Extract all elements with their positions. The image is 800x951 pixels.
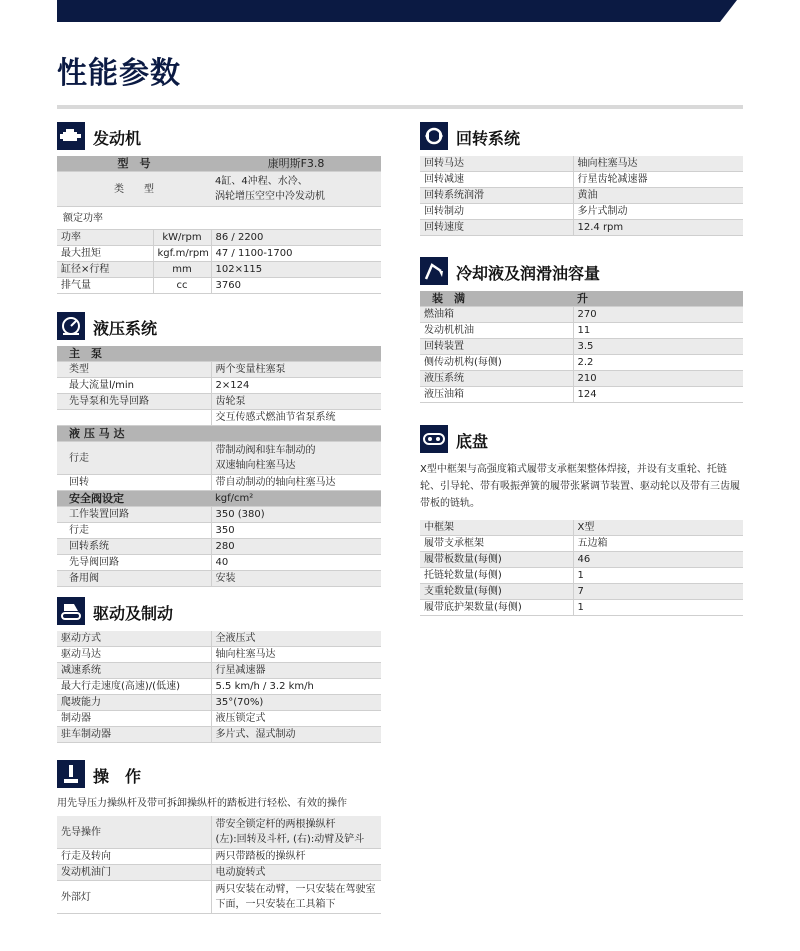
table-row — [57, 631, 381, 647]
operation-title: 操 作 — [93, 767, 142, 786]
table-row — [57, 394, 381, 410]
swing-row-value: 多片式制动 — [573, 204, 743, 220]
chassis-row-value: 46 — [573, 552, 743, 568]
chassis-title: 底盘 — [456, 432, 489, 451]
drive-title: 驱动及制动 — [93, 604, 174, 623]
table-row — [420, 204, 743, 220]
table-row — [420, 307, 743, 323]
travel-motor-label: 行走 — [57, 442, 211, 475]
pump-row-label: 最大流量l/min — [57, 378, 211, 394]
joystick-icon — [57, 760, 85, 788]
operation-table — [57, 816, 381, 914]
table-row — [57, 647, 381, 663]
operation-row-label: 发动机油门 — [57, 865, 211, 881]
capacity-header-row — [420, 291, 743, 307]
engine-row-unit: mm — [153, 262, 211, 278]
chassis-row-value: 五边箱 — [573, 536, 743, 552]
swing-row-value: 行星齿轮减速器 — [573, 172, 743, 188]
swing-title: 回转系统 — [456, 129, 521, 148]
table-row — [57, 695, 381, 711]
engine-row-label: 排气量 — [57, 278, 153, 294]
engine-row-unit: kW/rpm — [153, 230, 211, 246]
table-row — [57, 442, 381, 475]
engine-row-unit: cc — [153, 278, 211, 294]
chassis-description: X型中框架与高强度箱式履带支承框架整体焊接，并设有支重轮、托链轮、引导轮、带有吸振弹簧的履带张紧调节装置、驱动轮以及带有三齿履带板的链轨。 — [420, 464, 740, 509]
pump-header-row — [57, 346, 381, 362]
swing-row-value: 12.4 rpm — [573, 220, 743, 236]
engine-rated-power: 额定功率 — [57, 207, 381, 230]
table-row — [420, 568, 743, 584]
engine-type-value-2: 涡轮增压空空中冷发动机 — [215, 191, 325, 202]
top-banner — [57, 0, 737, 22]
rotate-icon — [420, 122, 448, 150]
capacity-table — [420, 291, 743, 403]
table-row — [420, 156, 743, 172]
valve-row-label: 先导阀回路 — [57, 555, 211, 571]
drive-row-label: 减速系统 — [57, 663, 211, 679]
capacity-row-label: 液压系统 — [420, 371, 573, 387]
table-row — [57, 475, 381, 491]
table-row — [57, 523, 381, 539]
title-divider — [57, 105, 743, 109]
table-row — [420, 339, 743, 355]
table-row — [57, 246, 381, 262]
pilot-value-2: (左):回转及斗杆, (右):动臂及铲斗 — [215, 834, 365, 845]
table-row — [420, 536, 743, 552]
capacity-row-value: 11 — [573, 323, 743, 339]
lamp-value-1: 两只安装在动臂，一只安装在驾驶室 — [215, 884, 376, 895]
operation-row-label: 行走及转向 — [57, 849, 211, 865]
table-row — [420, 387, 743, 403]
engine-rated-power-row — [57, 207, 381, 230]
drive-row-label: 驱动马达 — [57, 647, 211, 663]
gauge-icon — [57, 312, 85, 340]
table-row — [420, 172, 743, 188]
drive-section — [57, 597, 381, 743]
engine-model-value: 康明斯F3.8 — [211, 156, 381, 172]
chassis-row-label: 托链轮数量(每侧) — [420, 568, 573, 584]
track-icon — [57, 597, 85, 625]
chassis-table — [420, 520, 743, 616]
operation-description: 用先导压力操纵杆及带可拆卸操纵杆的踏板进行轻松、有效的操作 — [57, 798, 347, 809]
valve-row-label: 回转系统 — [57, 539, 211, 555]
travel-motor-value-1: 带制动阀和驻车制动的 — [215, 445, 316, 456]
chassis-row-label: 履带底护架数量(每侧) — [420, 600, 573, 616]
crawler-track-icon — [420, 425, 448, 453]
engine-table — [57, 156, 381, 294]
valve-row-label: 行走 — [57, 523, 211, 539]
table-row — [57, 679, 381, 695]
page-title: 性能参数 — [57, 56, 181, 91]
pump-row-label: 先导泵和先导回路 — [57, 394, 211, 410]
engine-header — [57, 122, 381, 152]
chassis-section — [420, 425, 743, 616]
swing-row-label: 回转马达 — [420, 156, 573, 172]
chassis-row-value: X型 — [573, 520, 743, 536]
drive-row-value: 全液压式 — [211, 631, 381, 647]
drive-header — [57, 597, 381, 627]
table-row — [57, 849, 381, 865]
table-row — [57, 539, 381, 555]
operation-section — [57, 760, 381, 914]
operation-header — [57, 760, 381, 790]
engine-type-label: 类 型 — [57, 172, 211, 207]
hydraulic-title: 液压系统 — [93, 319, 158, 338]
pump-row-value: 交互传感式燃油节省泵系统 — [211, 410, 381, 426]
capacity-head-label: 装 满 — [420, 291, 573, 307]
engine-row-value: 3760 — [211, 278, 381, 294]
table-row — [420, 355, 743, 371]
table-row — [57, 362, 381, 378]
chassis-row-value: 7 — [573, 584, 743, 600]
capacity-row-label: 回转装置 — [420, 339, 573, 355]
operation-row-value: 电动旋转式 — [211, 865, 381, 881]
table-row — [57, 262, 381, 278]
valve-row-label: 工作装置回路 — [57, 507, 211, 523]
swing-row-label: 回转制动 — [420, 204, 573, 220]
valve-unit: kgf/cm² — [211, 491, 381, 507]
valve-header-row — [57, 491, 381, 507]
drive-row-label: 制动器 — [57, 711, 211, 727]
valve-header: 安全阀设定 — [57, 491, 211, 507]
table-row — [57, 881, 381, 914]
swing-motor-label: 回转 — [57, 475, 211, 491]
valve-row-value: 280 — [211, 539, 381, 555]
table-row — [57, 378, 381, 394]
swing-table — [420, 156, 743, 236]
pilot-value-1: 带安全锁定杆的两根操纵杆 — [215, 819, 336, 830]
engine-section — [57, 122, 381, 294]
pump-row-value: 2×124 — [211, 378, 381, 394]
valve-row-label: 备用阀 — [57, 571, 211, 587]
swing-row-value: 黄油 — [573, 188, 743, 204]
capacity-row-value: 210 — [573, 371, 743, 387]
capacity-row-value: 124 — [573, 387, 743, 403]
drive-row-value: 35°(70%) — [211, 695, 381, 711]
drive-table — [57, 631, 381, 743]
engine-row-value: 47 / 1100-1700 — [211, 246, 381, 262]
engine-row-label: 最大扭矩 — [57, 246, 153, 262]
table-row — [57, 410, 381, 426]
table-row — [420, 188, 743, 204]
swing-section — [420, 122, 743, 236]
table-row — [57, 663, 381, 679]
table-row — [57, 230, 381, 246]
table-row — [57, 555, 381, 571]
table-row — [420, 220, 743, 236]
table-row — [420, 371, 743, 387]
hydraulic-table — [57, 346, 381, 587]
capacity-header — [420, 257, 743, 287]
capacity-title: 冷却液及润滑油容量 — [456, 264, 601, 283]
pilot-label: 先导操作 — [57, 816, 211, 849]
hydraulic-section — [57, 312, 381, 587]
operation-row-value: 两只带踏板的操纵杆 — [211, 849, 381, 865]
drive-row-value: 多片式、湿式制动 — [211, 727, 381, 743]
engine-type-row — [57, 172, 381, 207]
table-row — [57, 278, 381, 294]
table-row — [420, 323, 743, 339]
chassis-row-label: 支重轮数量(每侧) — [420, 584, 573, 600]
travel-motor-value-2: 双速轴向柱塞马达 — [215, 460, 296, 471]
table-row — [57, 571, 381, 587]
chassis-header — [420, 425, 743, 455]
swing-motor-value: 带自动制动的轴向柱塞马达 — [211, 475, 381, 491]
table-row — [420, 520, 743, 536]
capacity-row-label: 燃油箱 — [420, 307, 573, 323]
chassis-row-label: 履带支承框架 — [420, 536, 573, 552]
motor-header: 液 压 马 达 — [57, 426, 381, 442]
engine-row-unit: kgf.m/rpm — [153, 246, 211, 262]
valve-row-value: 安装 — [211, 571, 381, 587]
lamp-label: 外部灯 — [57, 881, 211, 914]
pump-row-label: 类型 — [57, 362, 211, 378]
chassis-row-label: 履带板数量(每侧) — [420, 552, 573, 568]
table-row — [420, 600, 743, 616]
swing-row-value: 轴向柱塞马达 — [573, 156, 743, 172]
capacity-row-label: 侧传动机构(每侧) — [420, 355, 573, 371]
table-row — [57, 816, 381, 849]
hydraulic-header — [57, 312, 381, 342]
table-row — [57, 507, 381, 523]
table-row — [420, 552, 743, 568]
engine-row-label: 功率 — [57, 230, 153, 246]
drive-row-value: 5.5 km/h / 3.2 km/h — [211, 679, 381, 695]
capacity-head-value: 升 — [573, 291, 743, 307]
lamp-value-2: 下面，一只安装在工具箱下 — [215, 899, 336, 910]
drive-row-value: 轴向柱塞马达 — [211, 647, 381, 663]
pump-row-value: 齿轮泵 — [211, 394, 381, 410]
drive-row-label: 驱动方式 — [57, 631, 211, 647]
drive-row-label: 最大行走速度(高速)/(低速) — [57, 679, 211, 695]
chassis-row-label: 中框架 — [420, 520, 573, 536]
table-row — [57, 727, 381, 743]
pump-header: 主 泵 — [57, 346, 381, 362]
pump-row-label — [57, 410, 211, 426]
valve-row-value: 40 — [211, 555, 381, 571]
chassis-row-value: 1 — [573, 568, 743, 584]
engine-model-row — [57, 156, 381, 172]
pump-row-value: 两个变量柱塞泵 — [211, 362, 381, 378]
drive-row-label: 爬坡能力 — [57, 695, 211, 711]
table-row — [57, 711, 381, 727]
capacity-row-label: 发动机机油 — [420, 323, 573, 339]
valve-row-value: 350 — [211, 523, 381, 539]
motor-header-row — [57, 426, 381, 442]
engine-model-label: 型 号 — [57, 156, 211, 172]
swing-row-label: 回转速度 — [420, 220, 573, 236]
engine-type-value-1: 4缸、4冲程、水冷、 — [215, 176, 308, 187]
capacity-row-value: 3.5 — [573, 339, 743, 355]
engine-title: 发动机 — [93, 129, 142, 148]
drive-row-value: 液压锁定式 — [211, 711, 381, 727]
table-row — [57, 865, 381, 881]
swing-header — [420, 122, 743, 152]
engine-icon — [57, 122, 85, 150]
engine-row-value: 102×115 — [211, 262, 381, 278]
valve-row-value: 350 (380) — [211, 507, 381, 523]
excavator-arm-icon — [420, 257, 448, 285]
capacity-row-value: 270 — [573, 307, 743, 323]
capacity-section — [420, 257, 743, 403]
capacity-row-label: 液压油箱 — [420, 387, 573, 403]
table-row — [420, 584, 743, 600]
swing-row-label: 回转减速 — [420, 172, 573, 188]
drive-row-label: 驻车制动器 — [57, 727, 211, 743]
engine-row-label: 缸径×行程 — [57, 262, 153, 278]
swing-row-label: 回转系统润滑 — [420, 188, 573, 204]
chassis-row-value: 1 — [573, 600, 743, 616]
drive-row-value: 行星减速器 — [211, 663, 381, 679]
capacity-row-value: 2.2 — [573, 355, 743, 371]
engine-row-value: 86 / 2200 — [211, 230, 381, 246]
